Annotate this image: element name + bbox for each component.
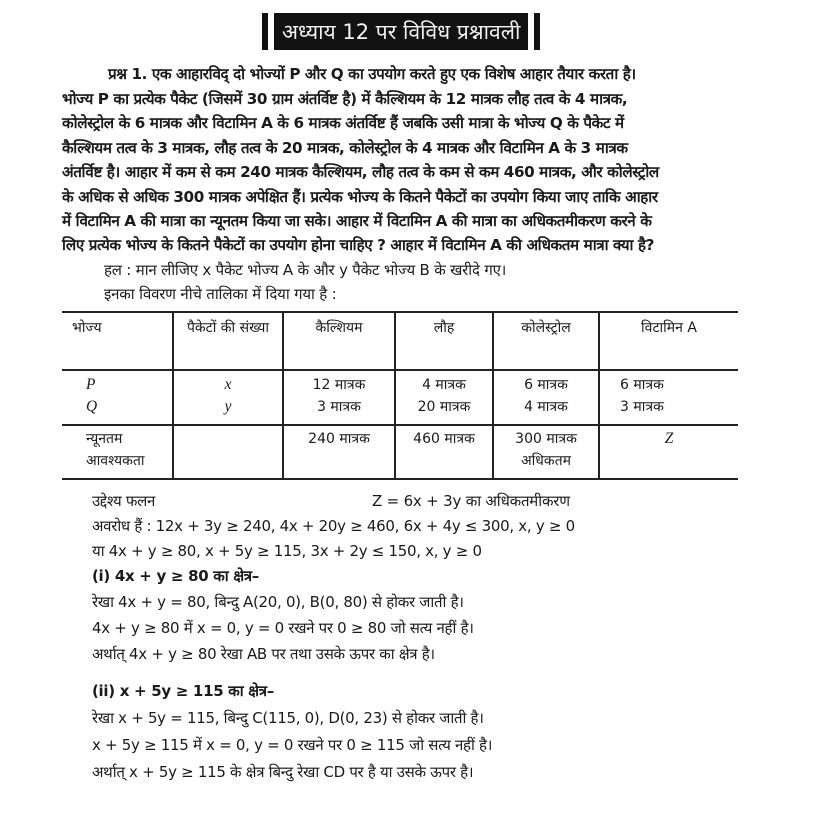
part2-heading: (ii) x + 5y ≥ 115 का क्षेत्र– bbox=[92, 682, 274, 700]
requirement-cholesterol: 300 मात्रक bbox=[515, 431, 577, 447]
question-line-8: लिए प्रत्येक भोज्य के कितने पैकेटों का उपयोग होना चाहिए ? आहार में विटामिन A की अधिकतम मात्रा क्या है? bbox=[62, 236, 655, 254]
part2-line-1: रेखा x + 5y = 115, बिन्दु C(115, 0), D(0, 23) से होकर जाती है। bbox=[92, 709, 484, 727]
table-header-row bbox=[62, 312, 738, 370]
header-packet-count: पैकेटों की संख्या bbox=[173, 312, 283, 370]
cholesterol-q: 4 मात्रक bbox=[524, 399, 568, 415]
requirement-label-2: आवश्यकता bbox=[86, 453, 145, 469]
solution-intro: हल : मान लीजिए x पैकेट भोज्य A के और y पैकेट भोज्य B के खरीदे गए। bbox=[104, 261, 507, 279]
question-line-2: भोज्य P का प्रत्येक पैकेट (जिसमें 30 ग्राम अंतर्विष्ट है) में कैल्शियम के 12 मात्रक लौह तत्व के 4 मात्रक, bbox=[62, 90, 628, 108]
requirement-vitamin-a: Z bbox=[664, 430, 674, 447]
question-line-3: कोलेस्ट्रोल के 6 मात्रक और विटामिन A के 6 मात्रक अंतर्विष्ट हैं जबकि उसी मात्रा के भोज्य Q के पैकेट में bbox=[62, 114, 624, 132]
cholesterol-p: 6 मात्रक bbox=[524, 377, 568, 393]
title-right-bar bbox=[534, 13, 540, 50]
objective-label: उद्देश्य फलन bbox=[92, 492, 155, 510]
chapter-title: अध्याय 12 पर विविध प्रश्नावली bbox=[274, 13, 528, 50]
header-cholesterol: कोलेस्ट्रोल bbox=[493, 312, 599, 370]
count-q: y bbox=[224, 398, 232, 415]
simplified-constraints: या 4x + y ≥ 80, x + 5y ≥ 115, 3x + 2y ≤ 150, x, y ≥ 0 bbox=[92, 542, 482, 560]
calcium-p: 12 मात्रक bbox=[312, 377, 366, 393]
requirement-cholesterol-note: अधिकतम bbox=[520, 453, 572, 469]
question-line-6: के अधिक से अधिक 300 मात्रक अपेक्षित हैं। प्रत्येक भोज्य के कितने पैकेटों का उपयोग किया जाए ताकि आहार bbox=[62, 188, 658, 206]
food-q: Q bbox=[86, 398, 98, 415]
part2-line-2: x + 5y ≥ 115 में x = 0, y = 0 रखने पर 0 ≥ 115 जो सत्य नहीं है। bbox=[92, 736, 493, 754]
question-line-5: अंतर्विष्ट है। आहार में कम से कम 240 मात्रक कैल्शियम, लौह तत्व के कम से कम 460 मात्रक, और कोलेस्ट्रोल bbox=[62, 163, 659, 181]
table-row bbox=[62, 370, 738, 425]
table-row-requirement bbox=[62, 425, 738, 479]
header-iron: लौह bbox=[395, 312, 493, 370]
header-food: भोज्य bbox=[62, 312, 173, 370]
title-left-bar bbox=[262, 13, 268, 50]
requirement-label-1: न्यूनतम bbox=[86, 431, 123, 447]
requirement-count bbox=[173, 425, 283, 479]
vitamin-a-p: 6 मात्रक bbox=[620, 377, 664, 393]
table-intro: इनका विवरण नीचे तालिका में दिया गया है : bbox=[104, 285, 337, 303]
constraints: अवरोध हैं : 12x + 3y ≥ 240, 4x + 20y ≥ 460, 6x + 4y ≤ 300, x, y ≥ 0 bbox=[92, 517, 575, 535]
question-line-1: प्रश्न 1. एक आहारविद् दो भोज्यों P और Q का उपयोग करते हुए एक विशेष आहार तैयार करता है। bbox=[108, 65, 636, 83]
chapter-title-banner bbox=[262, 13, 540, 50]
nutrition-table bbox=[62, 311, 738, 480]
objective-expression: Z = 6x + 3y का अधिकतमीकरण bbox=[372, 492, 570, 510]
requirement-iron: 460 मात्रक bbox=[395, 425, 493, 479]
requirement-calcium: 240 मात्रक bbox=[283, 425, 395, 479]
vitamin-a-q: 3 मात्रक bbox=[620, 399, 664, 415]
part1-line-3: अर्थात् 4x + y ≥ 80 रेखा AB पर तथा उसके ऊपर का क्षेत्र है। bbox=[92, 645, 435, 663]
part1-line-2: 4x + y ≥ 80 में x = 0, y = 0 रखने पर 0 ≥ 80 जो सत्य नहीं है। bbox=[92, 619, 474, 637]
header-vitamin-a: विटामिन A bbox=[599, 312, 738, 370]
food-p: P bbox=[86, 376, 96, 393]
header-calcium: कैल्शियम bbox=[283, 312, 395, 370]
calcium-q: 3 मात्रक bbox=[317, 399, 361, 415]
count-p: x bbox=[224, 376, 232, 393]
iron-q: 20 मात्रक bbox=[417, 399, 471, 415]
part1-line-1: रेखा 4x + y = 80, बिन्दु A(20, 0), B(0, 80) से होकर जाती है। bbox=[92, 593, 464, 611]
question-line-4: कैल्शियम तत्व के 3 मात्रक, लौह तत्व के 20 मात्रक, कोलेस्ट्रोल के 4 मात्रक और विटामिन A के 3 मात्रक bbox=[62, 139, 628, 157]
question-line-7: में विटामिन A की मात्रा का न्यूनतम किया जा सके। आहार में विटामिन A की मात्रा का अधिकतमीकरण करने के bbox=[62, 212, 652, 230]
iron-p: 4 मात्रक bbox=[422, 377, 466, 393]
part1-heading: (i) 4x + y ≥ 80 का क्षेत्र– bbox=[92, 567, 259, 585]
part2-line-3: अर्थात् x + 5y ≥ 115 के क्षेत्र बिन्दु रेखा CD पर है या उसके ऊपर है। bbox=[92, 763, 474, 781]
